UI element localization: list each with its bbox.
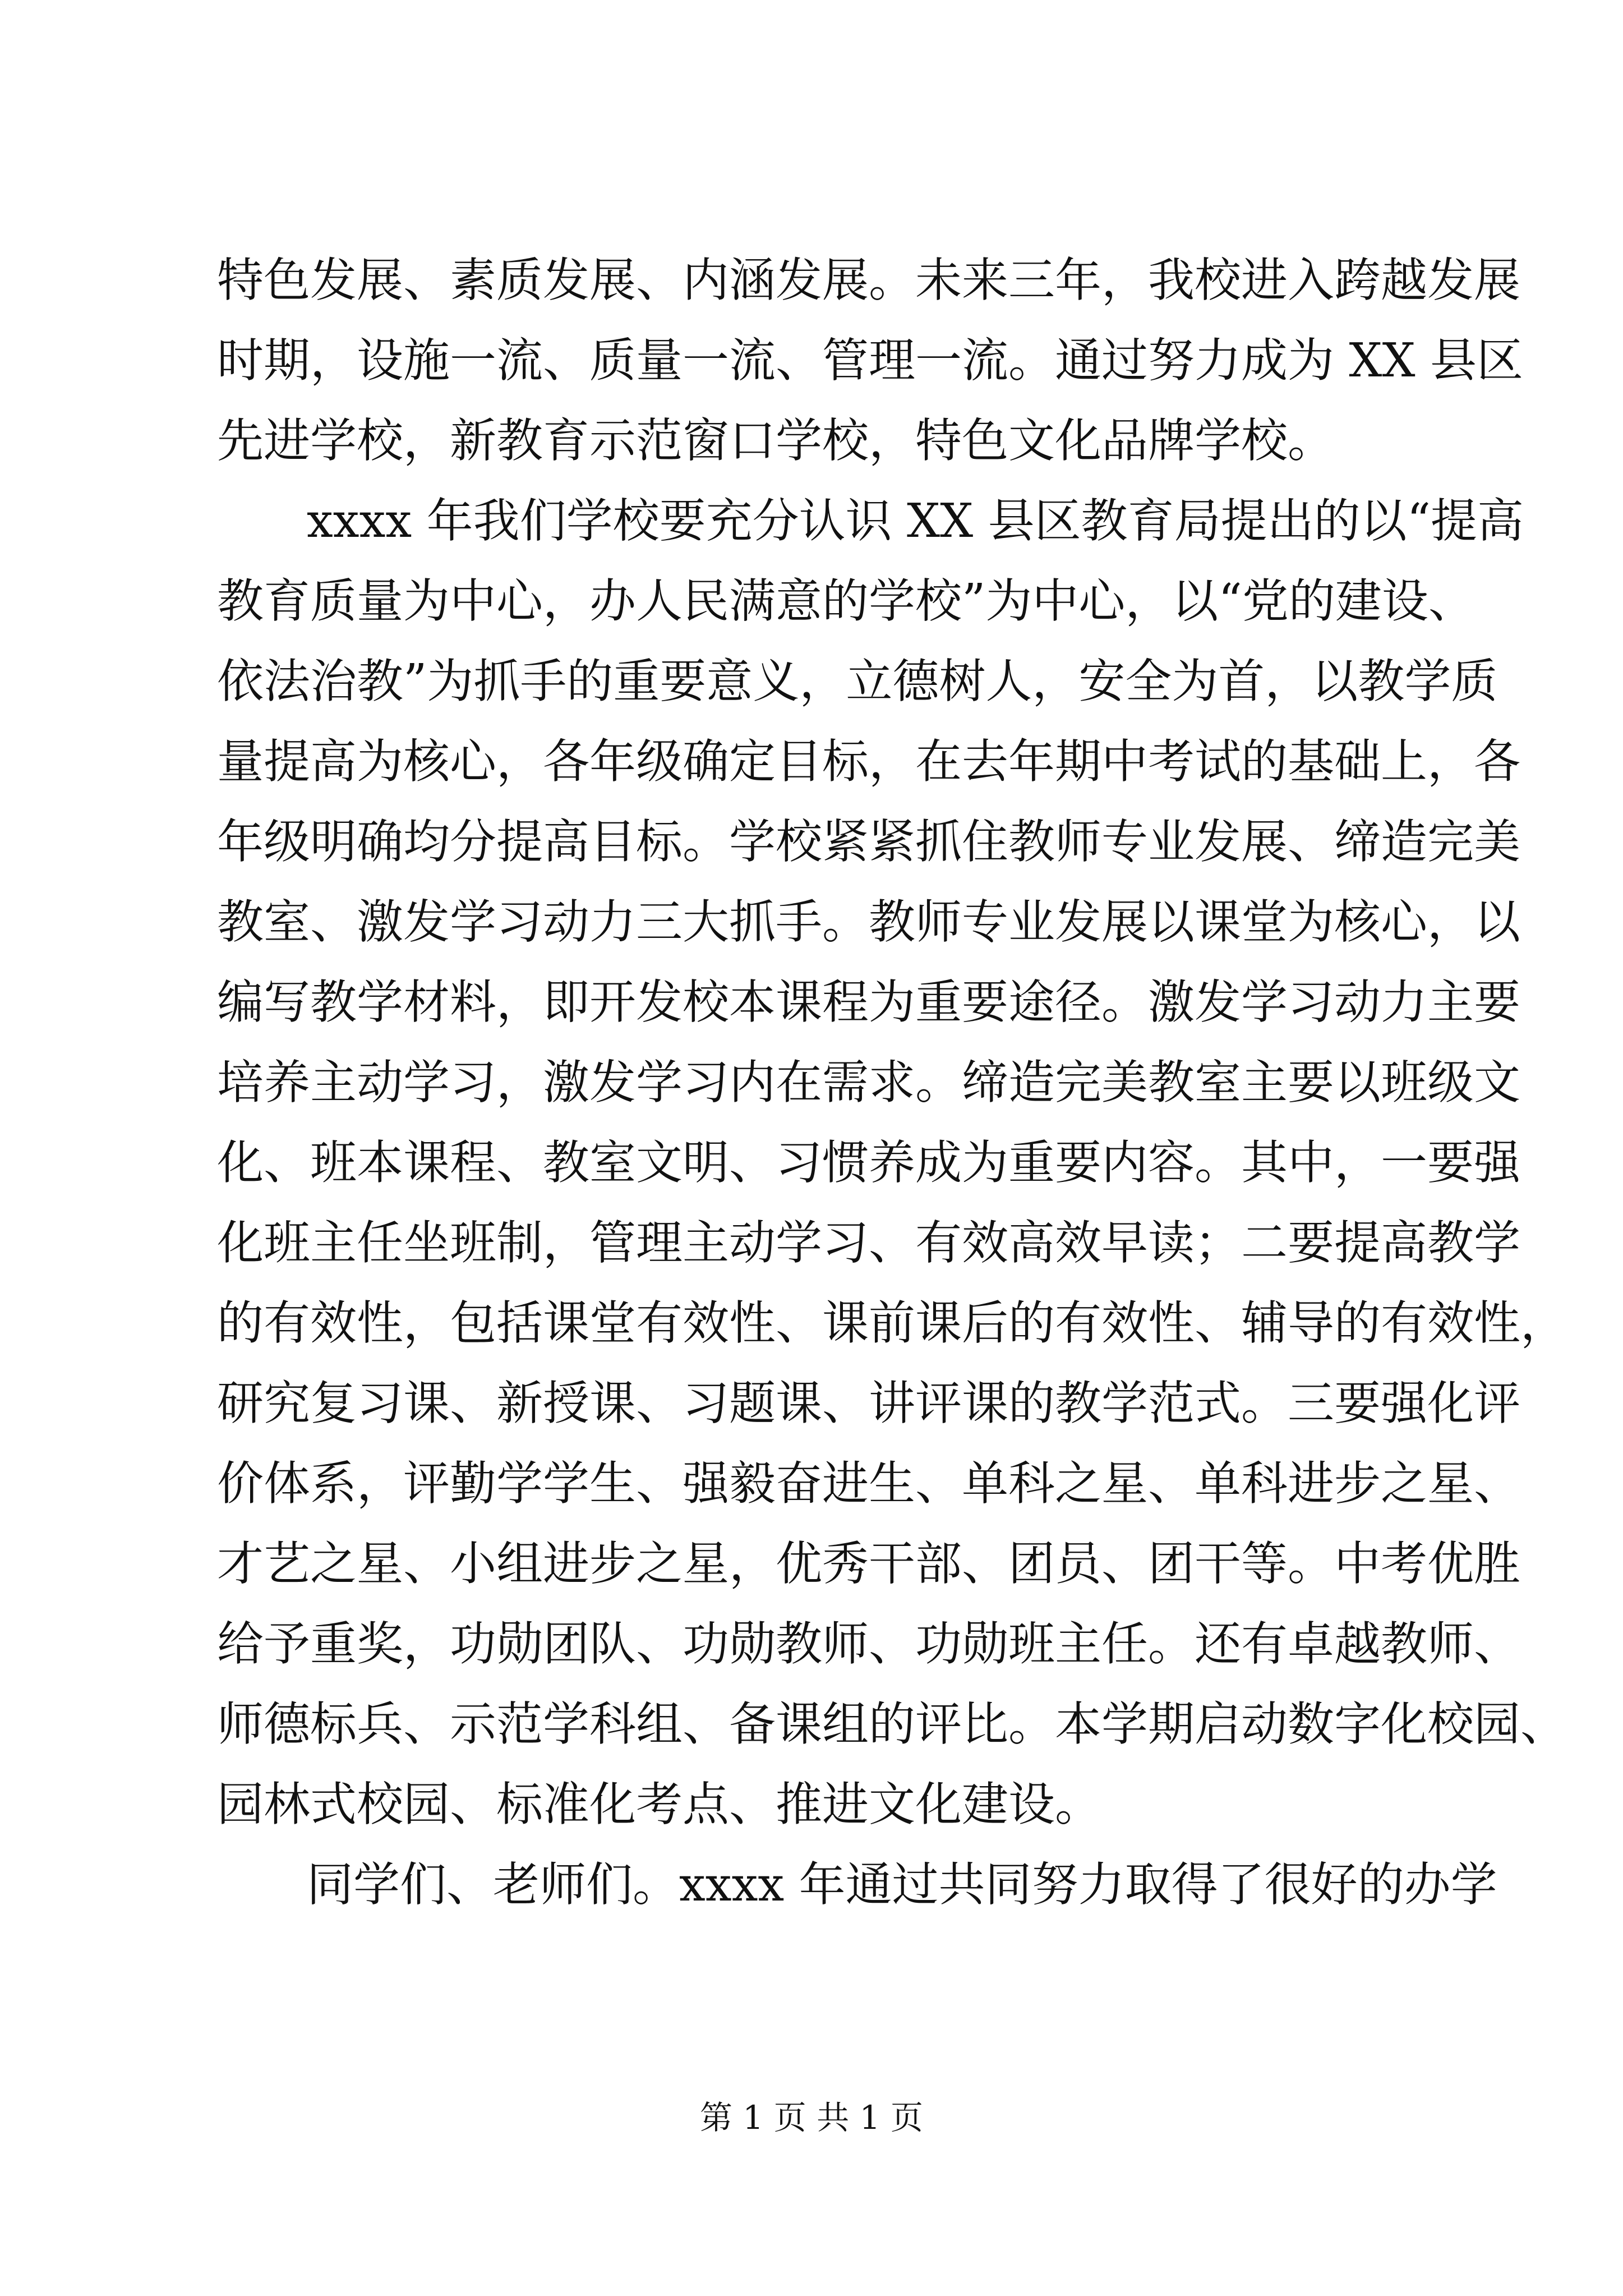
text-line: 先进学校，新教育示范窗口学校，特色文化品牌学校。 xyxy=(217,413,1334,468)
text-line: 教室、激发学习动力三大抓手。教师专业发展以课堂为核心，以 xyxy=(217,895,1520,949)
text-line: 研究复习课、新授课、习题课、讲评课的教学范式。三要强化评 xyxy=(217,1376,1520,1430)
paragraph-start-line: 同学们、老师们。xxxx 年通过共同努力取得了很好的办学 xyxy=(307,1857,1497,1912)
text-line: 才艺之星、小组进步之星，优秀干部、团员、团干等。中考优胜 xyxy=(217,1536,1520,1591)
text-line: 依法治教”为抓手的重要意义，立德树人，安全为首，以教学质 xyxy=(217,654,1498,708)
text-line: 化班主任坐班制，管理主动学习、有效高效早读；二要提高教学 xyxy=(217,1216,1520,1270)
text-line: 编写教学材料，即开发校本课程为重要途径。激发学习动力主要 xyxy=(217,975,1520,1029)
text-line: 培养主动学习，激发学习内在需求。缔造完美教室主要以班级文 xyxy=(217,1055,1520,1110)
text-line: 化、班本课程、教室文明、习惯养成为重要内容。其中，一要强 xyxy=(217,1135,1520,1190)
text-line: 时期，设施一流、质量一流、管理一流。通过努力成为 XX 县区 xyxy=(217,333,1523,388)
text-line: 园林式校园、标准化考点、推进文化建设。 xyxy=(217,1777,1101,1832)
text-line: 教育质量为中心，办人民满意的学校”为中心，以“党的建设、 xyxy=(217,574,1475,628)
paragraph-start-line: xxxx 年我们学校要充分认识 XX 县区教育局提出的以“提高 xyxy=(307,494,1524,548)
text-line: 的有效性，包括课堂有效性、课前课后的有效性、辅导的有效性， xyxy=(217,1296,1567,1350)
text-line: 价体系，评勤学学生、强毅奋进生、单科之星、单科进步之星、 xyxy=(217,1456,1520,1511)
text-line: 给予重奖，功勋团队、功勋教师、功勋班主任。还有卓越教师、 xyxy=(217,1617,1520,1671)
page-number-footer: 第 1 页 共 1 页 xyxy=(700,2099,923,2137)
text-line: 年级明确均分提高目标。学校紧紧抓住教师专业发展、缔造完美 xyxy=(217,815,1520,869)
text-line: 特色发展、素质发展、内涵发展。未来三年，我校进入跨越发展 xyxy=(217,253,1520,307)
text-line: 量提高为核心，各年级确定目标，在去年期中考试的基础上，各 xyxy=(217,734,1520,789)
text-line: 师德标兵、示范学科组、备课组的评比。本学期启动数字化校园、 xyxy=(217,1697,1567,1751)
